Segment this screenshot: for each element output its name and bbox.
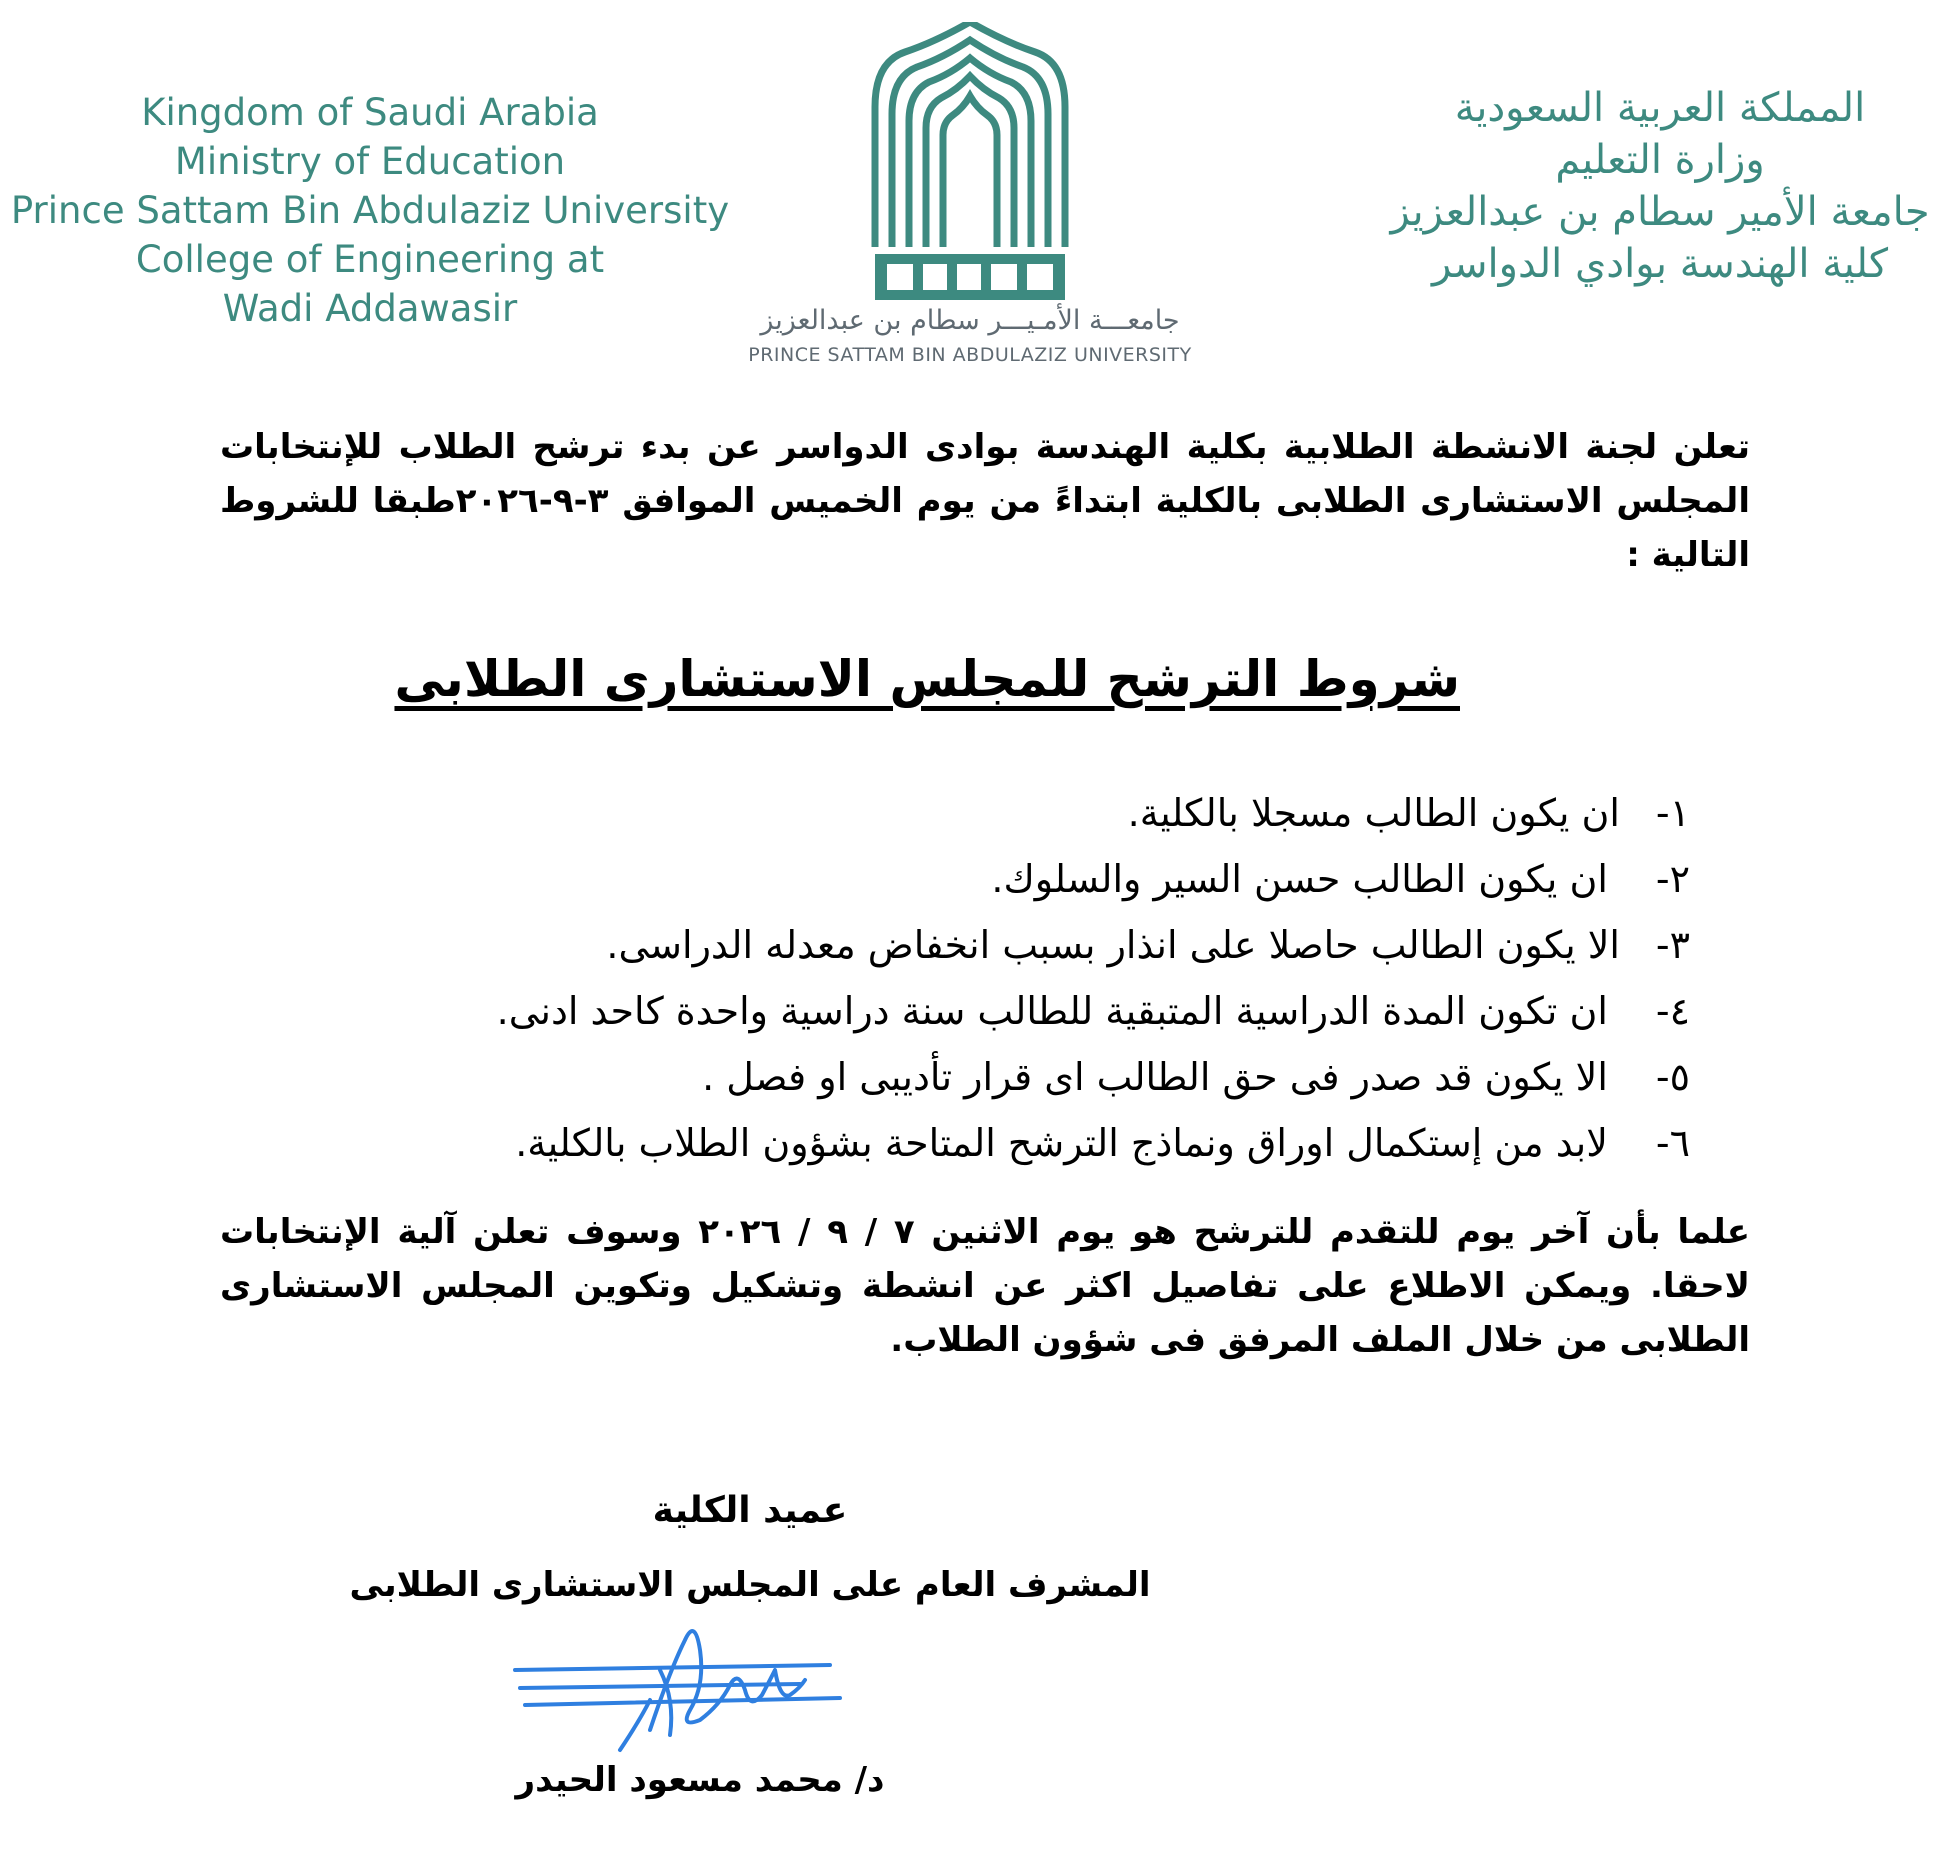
list-item: [380, 978, 1690, 1044]
signer-name: د/ محمد مسعود الحيدر: [515, 1760, 885, 1800]
condition-text: ان يكون الطالب مسجلا بالكلية.: [1127, 791, 1620, 835]
header-english-line: Prince Sattam Bin Abdulaziz University: [10, 189, 730, 232]
list-item: [380, 780, 1690, 846]
conditions-list: [380, 780, 1690, 1176]
header-arabic: [1370, 82, 1950, 290]
list-item: [380, 1110, 1690, 1176]
condition-text: ان تكون المدة الدراسية المتبقية للطالب سنة دراسية واحدة كاحد ادنى.: [496, 989, 1620, 1033]
header-english-line: Kingdom of Saudi Arabia: [141, 91, 599, 134]
supervisor-title: المشرف العام على المجلس الاستشارى الطلابى: [349, 1565, 1151, 1605]
header-arabic-line: كلية الهندسة بوادي الدواسر: [1431, 241, 1889, 287]
condition-number: ٤-: [1655, 989, 1690, 1033]
condition-number: ٥-: [1655, 1055, 1690, 1099]
logo-english-name: PRINCE SATTAM BIN ABDULAZIZ UNIVERSITY: [748, 344, 1192, 366]
header-english-line: Ministry of Education: [174, 140, 566, 183]
list-item: [380, 912, 1690, 978]
intro-paragraph: تعلن لجنة الانشطة الطلابية بكلية الهندسة بوادى الدواسر عن بدء ترشح الطلاب للإنتخابات المجلس الاستشارى الطلابى بالكلية ابتداءً من يوم الخميس الموافق ٣-٩-٢٠٢٦طبقا للشروط التالية :: [220, 427, 1750, 575]
list-item: [380, 1044, 1690, 1110]
header-english-line: College of Engineering at: [135, 238, 605, 281]
condition-text: الا يكون الطالب حاصلا على انذار بسبب انخفاض معدله الدراسى.: [606, 923, 1620, 967]
logo-arabic-name: جامعـــة الأمـيـــر سطام بن عبدالعزيز: [760, 305, 1180, 336]
condition-number: ٦-: [1655, 1121, 1690, 1165]
condition-text: لابد من إستكمال اوراق ونماذج الترشح المتاحة بشؤون الطلاب بالكلية.: [515, 1121, 1620, 1165]
condition-number: ١-: [1655, 791, 1690, 835]
handwritten-signature: [500, 1610, 860, 1760]
condition-text: الا يكون قد صدر فى حق الطالب اى قرار تأديبى او فصل .: [702, 1055, 1620, 1099]
condition-text: ان يكون الطالب حسن السير والسلوك.: [991, 857, 1620, 901]
condition-number: ٣-: [1655, 923, 1690, 967]
dean-title: عميد الكلية: [652, 1490, 848, 1531]
header-english-line: Wadi Addawasir: [222, 287, 518, 330]
condition-number: ٢-: [1655, 857, 1690, 901]
header-english: [0, 88, 740, 333]
list-item: [380, 846, 1690, 912]
header-arabic-line: جامعة الأمير سطام بن عبدالعزيز: [1390, 189, 1930, 235]
header-arabic-line: وزارة التعليم: [1555, 137, 1765, 183]
header-arabic-line: المملكة العربية السعودية: [1454, 85, 1866, 131]
closing-paragraph: علما بأن آخر يوم للتقدم للترشح هو يوم الاثنين ٧ / ٩ / ٢٠٢٦ وسوف تعلن آلية الإنتخابات لاحقا. ويمكن الاطلاع على تفاصيل اكثر عن انشطة وتشكيل وتكوين المجلس الاستشارى الطلابى من خلال الملف المرفق فى شؤون الطلاب.: [220, 1212, 1751, 1360]
conditions-title: شروط الترشح للمجلس الاستشارى الطلابى: [394, 650, 1460, 708]
